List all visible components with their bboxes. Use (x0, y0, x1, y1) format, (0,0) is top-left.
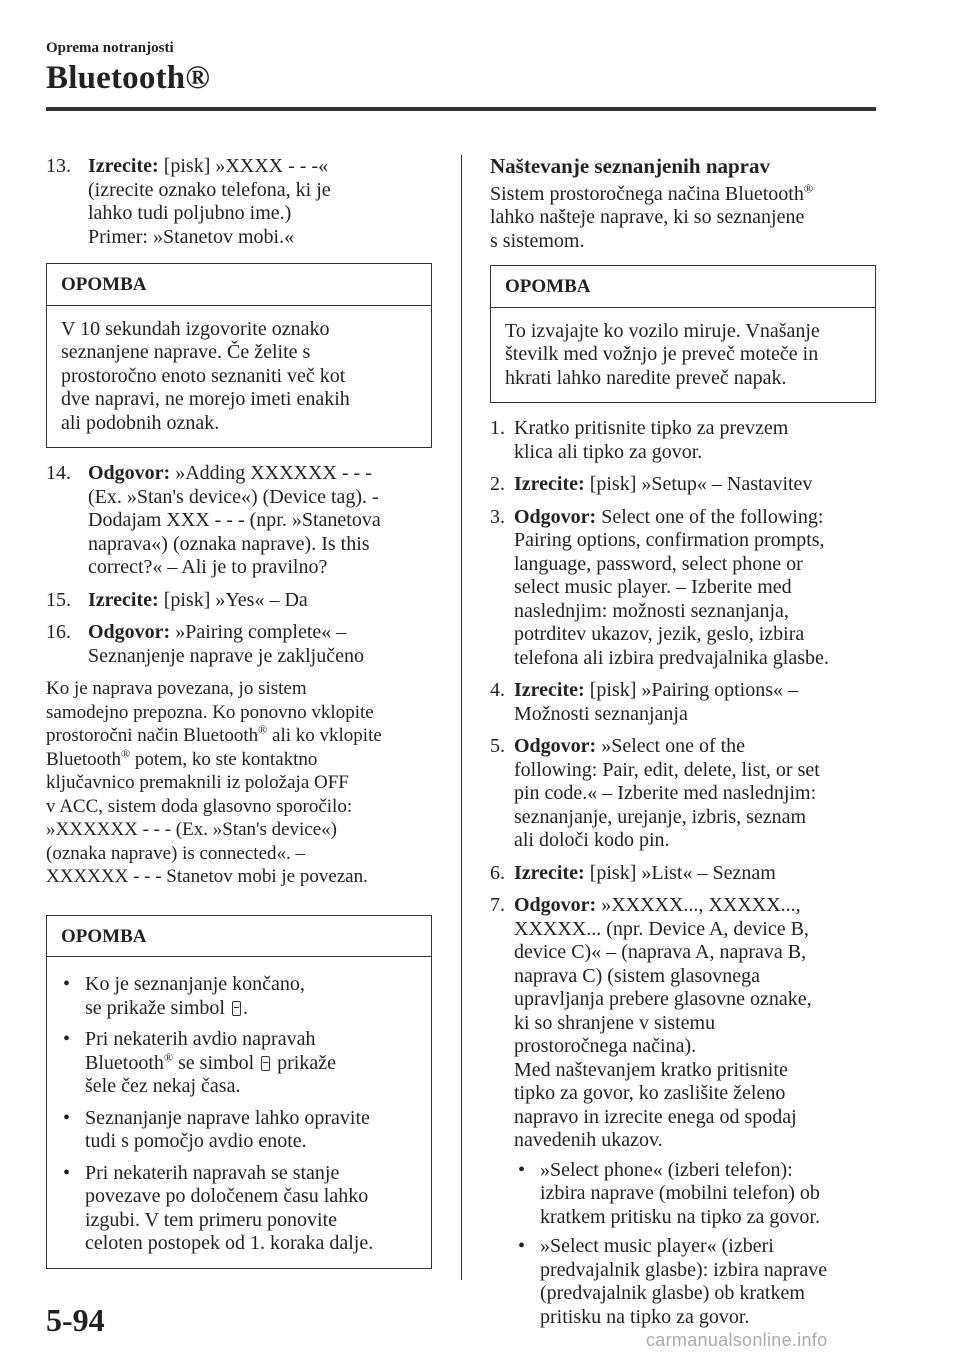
intro-paragraph: Sistem prostoročnega načina Bluetooth® lahko našteje naprave, ki so seznanjene s sistemom. (490, 180, 813, 252)
step-14: 14. Odgovor: »Adding XXXXXX - - - (Ex. »Stan's device«) (Device tag). - Dodajam XXX - - - (npr. »Stanetova naprava«) (oznaka naprave). Is this correct?« – Ali je to pravilno? (46, 462, 381, 578)
list-item: • Pri nekaterih napravah se stanje povezave po določenem času lahko izgubi. V tem primeru ponovite celoten postopek od 1. koraka dalje. (63, 1161, 374, 1254)
list-item: • »Select music player« (izberi predvajalnik glasbe): izbira naprave (predvajalnik glasbe) ob kratkem pritisku na tipko za govor. (518, 1235, 828, 1328)
step-5: 5. Odgovor: »Select one of the following: Pair, edit, delete, list, or set pin code.« – Izberite med naslednjim: seznanjanje, urejanje, izbris, seznam ali določi kodo pin. (490, 735, 820, 851)
step-16: 16. Odgovor: »Pairing complete« – Seznanjenje naprave je zaključeno (46, 621, 364, 667)
header-rule (46, 107, 876, 111)
column-divider (461, 155, 462, 1280)
section-heading: Naštevanje seznanjenih naprav (490, 154, 771, 178)
note-heading: OPOMBA (47, 264, 431, 306)
note-heading: OPOMBA (47, 916, 431, 958)
step-1: 1. Kratko pritisnite tipko za prevzem klica ali tipko za govor. (490, 417, 789, 463)
right-column (490, 155, 876, 1338)
list-item: • Seznanjanje naprave lahko opravite tudi s pomočjo avdio enote. (63, 1106, 370, 1152)
note-box-1: OPOMBA V 10 sekundah izgovorite oznako seznanjene naprave. Če želite s prostoročno enoto seznaniti več kot dve napravi, ne morejo imeti enakih ali podobnih oznak. (46, 263, 432, 448)
note-heading: OPOMBA (491, 266, 875, 308)
section-title: Oprema notranjosti (46, 40, 174, 56)
step-3: 3. Odgovor: Select one of the following: Pairing options, confirmation prompts, language, password, select phone or select music player. – Izberite med naslednjim: možnosti seznanjanja, potrditev ukazov, jezik, geslo, izbira telefona ali izbira predvajalnika glasbe. (490, 505, 829, 669)
list-item: • »Select phone« (izberi telefon): izbira naprave (mobilni telefon) ob kratkem pritisku na tipko za govor. (518, 1158, 820, 1228)
list-item: • Pri nekaterih avdio napravah Bluetooth® se simbol prikaže šele čez nekaj časa. (63, 1028, 336, 1097)
step-13: 13. Izrecite: [pisk] »XXXX - - -« (izrecite oznako telefona, ki je lahko tudi poljubno ime.) Primer: »Stanetov mobi.« (46, 155, 331, 248)
step-4: 4. Izrecite: [pisk] »Pairing options« – Možnosti seznanjanja (490, 679, 799, 725)
list-item: • Ko je seznanjanje končano, se prikaže simbol . (63, 973, 305, 1019)
step-6: 6. Izrecite: [pisk] »List« – Seznam (490, 861, 776, 884)
note-box-2 (46, 915, 432, 1269)
step-2: 2. Izrecite: [pisk] »Setup« – Nastavitev (490, 473, 813, 495)
phone-icon (261, 1056, 270, 1071)
step-7: 7. Odgovor: »XXXXX..., XXXXX..., XXXXX... (npr. Device A, device B, device C)« – (naprava A, naprava B, naprava C) (sistem glasovnega upravljanja prebere glasovne oznake, ki so shranjene v sistemu prostoročnega načina). Med naštevanjem kratko pritisnite tipko za govor, ko zaslišite želeno napravo in izrecite enega od spodaj navedenih ukazov. • »Select phone« (izberi telefon): izbira naprave (mobilni telefon) ob kratkem pritisku na tipko za govor. • »Select music player« (izberi predvajalnik glasbe): izbira naprave (predvajalnik glasbe) ob kratkem pritisku na tipko za govor. (490, 894, 876, 1329)
watermark: carmanualsonline.info (646, 1330, 828, 1350)
step-15: 15. Izrecite: [pisk] »Yes« – Da (46, 588, 308, 611)
left-column (46, 155, 432, 1283)
connection-paragraph: Ko je naprava povezana, jo sistem samodejno prepozna. Ko ponovno vklopite prostoročni način Bluetooth® ali ko vklopite Bluetooth® potem, ko ste kontaktno ključavnico premaknili iz položaja OFF v ACC, sistem doda glasovno sporočilo: »XXXXXX - - - (Ex. »Stan's device«) (oznaka naprave) is connected«. – XXXXXX - - - Stanetov mobi je povezan. (46, 678, 382, 887)
page-title: Bluetooth® (46, 60, 211, 96)
note-box-3: OPOMBA To izvajajte ko vozilo miruje. Vnašanje številk med vožnjo je preveč moteče in hkrati lahko naredite preveč napak. (490, 265, 876, 403)
page-number: 5-94 (46, 1302, 105, 1338)
phone-icon (232, 1001, 241, 1016)
